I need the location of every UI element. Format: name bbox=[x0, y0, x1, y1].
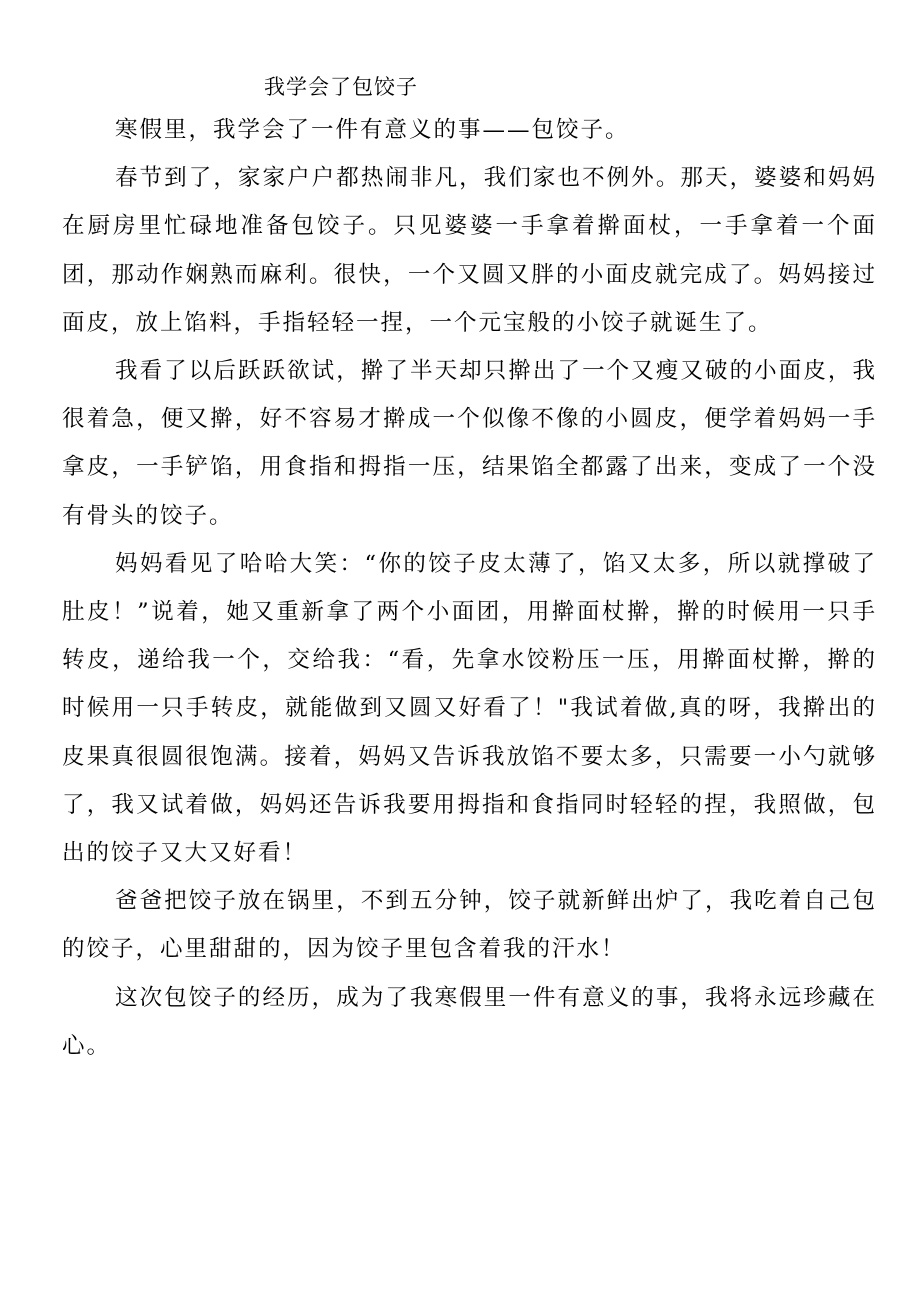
paragraph-5: 爸爸把饺子放在锅里，不到五分钟，饺子就新鲜出炉了，我吃着自己包的饺子，心里甜甜的，因为饺子里包含着我的汗水！ bbox=[62, 888, 877, 963]
document-page bbox=[62, 68, 877, 1070]
paragraph-3: 我看了以后跃跃欲试，擀了半天却只擀出了一个又瘦又破的小面皮，我很着急，便又擀，好不容易才擀成一个似像不像的小圆皮，便学着妈妈一手拿皮，一手铲馅，用食指和拇指一压，结果馅全都露了出来，变成了一个没有骨头的饺子。 bbox=[62, 358, 877, 529]
document-title: 我学会了包饺子 bbox=[264, 75, 418, 99]
paragraph-2: 春节到了，家家户户都热闹非凡，我们家也不例外。那天，婆婆和妈妈在厨房里忙碌地准备包饺子。只见婆婆一手拿着擀面杖，一手拿着一个面团，那动作娴熟而麻利。很快，一个又圆又胖的小面皮就完成了。妈妈接过面皮，放上馅料，手指轻轻一捏，一个元宝般的小饺子就诞生了。 bbox=[62, 165, 877, 336]
paragraph-1: 寒假里，我学会了一件有意义的事——包饺子。 bbox=[115, 117, 630, 143]
paragraph-6: 这次包饺子的经历，成为了我寒假里一件有意义的事，我将永远珍藏在心。 bbox=[62, 984, 877, 1059]
paragraph-4: 妈妈看见了哈哈大笑：“你的饺子皮太薄了，馅又太多，所以就撑破了肚皮！”说着，她又重新拿了两个小面团，用擀面杖擀，擀的时候用一只手转皮，递给我一个，交给我：“看，先拿水饺粉压一压，用擀面杖擀，擀的时候用一只手转皮，就能做到又圆又好看了！"我试着做,真的呀，我擀出的皮果真很圆很饱满。接着，妈妈又告诉我放馅不要太多，只需要一小勺就够了，我又试着做，妈妈还告诉我要用拇指和食指同时轻轻的捏，我照做，包出的饺子又大又好看！ bbox=[62, 550, 877, 867]
